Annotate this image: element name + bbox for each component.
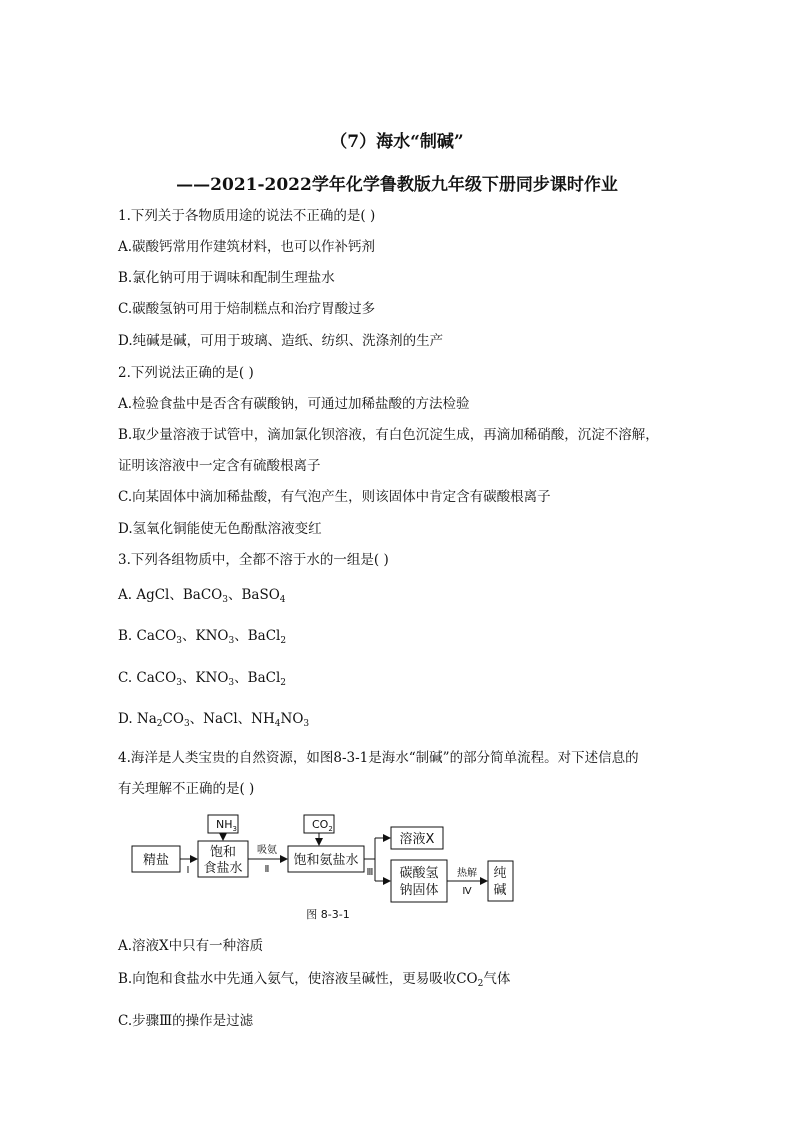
- label-brine-2: 食盐水: [203, 861, 243, 876]
- q3-c-sub-3: 2: [280, 678, 287, 688]
- q4-b-text-2: 气体: [483, 971, 511, 987]
- q2-option-b-line2: 证明该溶液中一定含有硫酸根离子: [118, 458, 321, 474]
- q3-d-sub-1: 2: [156, 719, 163, 729]
- q3-c-text-2: 、KNO: [181, 670, 229, 686]
- q3-option-d: [118, 710, 309, 728]
- label-brine-1: 饱和: [209, 845, 237, 860]
- q3-c-sub-2: 3: [228, 678, 235, 688]
- q3-a-text-1: A. AgCl、BaCO: [118, 587, 223, 603]
- q3-c-text-1: C. CaCO: [118, 670, 177, 686]
- label-step-3: Ⅲ: [366, 867, 374, 878]
- q1-stem: 1.下列关于各物质用途的说法不正确的是( ): [118, 208, 376, 224]
- q4-option-a: A.溶液X中只有一种溶质: [118, 938, 264, 954]
- q4-stem-line2: 有关理解不正确的是( ): [118, 781, 255, 797]
- q1-option-d: D.纯碱是碱，可用于玻璃、造纸、纺织、洗涤剂的生产: [118, 333, 444, 349]
- q3-c-text-3: 、BaCl: [234, 670, 281, 686]
- q1-option-a: A.碳酸钙常用作建筑材料，也可以作补钙剂: [118, 239, 376, 255]
- q3-b-text-1: B. CaCO: [118, 628, 177, 644]
- q3-a-sub-1: 3: [222, 595, 228, 605]
- q3-d-text-3: 、NaCl、NH: [189, 711, 275, 727]
- label-bicarbonate-2: 钠固体: [399, 883, 439, 898]
- label-bicarbonate-1: 碳酸氢: [399, 866, 439, 881]
- q4-b-text-1: B.向饱和食盐水中先通入氨气，使溶液呈碱性，更易吸收CO: [118, 971, 478, 987]
- q3-b-sub-1: 3: [176, 636, 183, 646]
- q3-d-text-2: CO: [162, 711, 184, 727]
- document-title: （7）海水“制碱”: [330, 132, 464, 152]
- q4-b-sub-1: 2: [477, 979, 484, 989]
- label-salt: 精盐: [142, 853, 170, 868]
- q3-d-sub-3: 4: [274, 719, 281, 729]
- q2-option-c: C.向某固体中滴加稀盐酸，有气泡产生，则该固体中肯定含有碳酸根离子: [118, 489, 551, 505]
- label-heat: 热解: [457, 868, 477, 879]
- soda-process-flowchart: [128, 806, 528, 924]
- label-co2: $CO_2$: [312, 818, 333, 833]
- q3-stem: 3.下列各组物质中，全都不溶于水的一组是( ): [118, 552, 389, 568]
- label-step-1: I: [186, 865, 190, 876]
- label-step-4: Ⅳ: [462, 886, 472, 897]
- q3-d-text-4: NO: [280, 711, 304, 727]
- q3-c-sub-1: 3: [176, 678, 182, 688]
- label-step-2: Ⅱ: [264, 864, 270, 875]
- q3-option-a: [118, 586, 286, 604]
- q2-option-a: A.检验食盐中是否含有碳酸钠，可通过加稀盐酸的方法检验: [118, 396, 470, 412]
- q4-option-b: [118, 970, 510, 988]
- q3-option-b: [118, 627, 286, 645]
- flowchart-svg: [128, 806, 528, 924]
- q3-b-text-3: 、BaCl: [234, 628, 281, 644]
- q1-option-b: B.氯化钠可用于调味和配制生理盐水: [118, 270, 335, 286]
- q3-option-c: [118, 669, 286, 687]
- q2-option-d: D.氢氧化铜能使无色酚酞溶液变红: [118, 521, 322, 537]
- label-solution-x: 溶液X: [399, 832, 435, 847]
- q1-option-c: C.碳酸氢钠可用于焙制糕点和治疗胃酸过多: [118, 301, 376, 317]
- q3-d-text-1: D. Na: [118, 711, 157, 727]
- q4-option-c: C.步骤Ⅲ的操作是过滤: [118, 1013, 254, 1029]
- document-subtitle: ——2021-2022学年化学鲁教版九年级下册同步课时作业: [176, 175, 618, 195]
- q3-a-text-2: 、BaSO: [227, 587, 280, 603]
- label-nh3: $NH_3$: [216, 818, 237, 833]
- label-soda-2: 碱: [493, 883, 507, 898]
- q2-stem: 2.下列说法正确的是( ): [118, 365, 254, 381]
- label-absorb-ammonia: 吸氨: [257, 845, 277, 856]
- q3-d-sub-2: 3: [183, 719, 190, 729]
- figure-caption: 图 8-3-1: [306, 908, 350, 921]
- q3-b-text-2: 、KNO: [182, 628, 229, 644]
- label-soda-1: 纯: [493, 866, 507, 881]
- q3-d-sub-4: 3: [303, 719, 310, 729]
- q3-b-sub-3: 2: [280, 636, 287, 646]
- q3-b-sub-2: 3: [228, 636, 235, 646]
- q4-stem-line1: 4.海洋是人类宝贵的自然资源，如图8-3-1是海水“制碱”的部分简单流程。对下述信息的: [118, 750, 639, 766]
- q2-option-b-line1: B.取少量溶液于试管中，滴加氯化钡溶液，有白色沉淀生成，再滴加稀硝酸，沉淀不溶解，: [118, 427, 659, 443]
- q3-a-sub-2: 4: [279, 595, 286, 605]
- label-ammonia-brine: 饱和氨盐水: [293, 853, 359, 868]
